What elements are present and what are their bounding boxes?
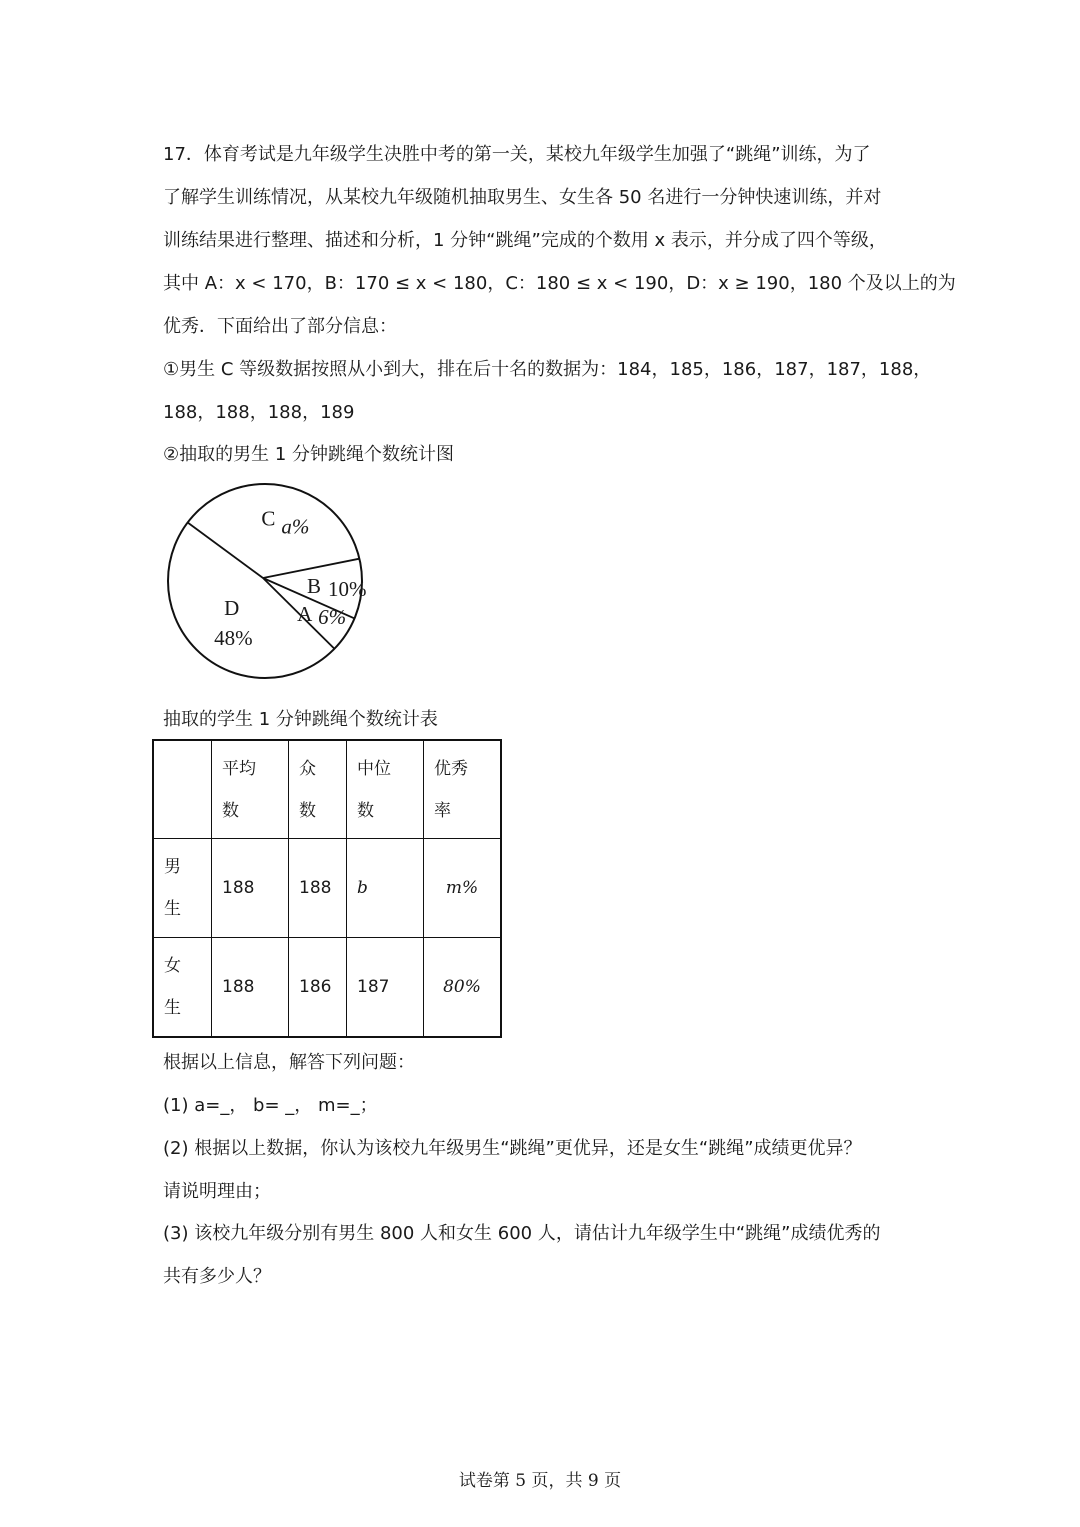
pie-slice-label-c: C [261,506,276,531]
row-label-boys [153,839,212,938]
table-header-row [153,740,501,839]
pie-chart [160,483,370,683]
boys-excellent-rate: m% [424,839,502,938]
question-2-line-1: (2) 根据以上数据，你认为该校九年级男生“跳绳”更优异，还是女生“跳绳”成绩更优异？ [163,1138,862,1159]
row-label-girls [153,938,212,1038]
pie-slice-label-a: A [297,602,313,627]
question-3-line-1: (3) 该校九年级分别有男生 800 人和女生 600 人，请估计九年级学生中“跳绳”成绩优秀的 [163,1223,881,1244]
header-mode-line-1: 众 [299,758,316,779]
table-caption: 抽取的学生 1 分钟跳绳个数统计表 [163,709,438,730]
pie-slice-label-d: D [224,596,240,621]
row-label-boys-line-1: 男 [164,857,181,877]
problem-intro-line-3: 训练结果进行整理、描述和分析，1 分钟“跳绳”完成的个数用 x 表示，并分成了四个等级， [163,230,887,251]
header-rate-line-1: 优秀 [434,758,468,779]
pie-slice-value-d: 48% [214,626,253,651]
pie-chart-title: ②抽取的男生 1 分钟跳绳个数统计图 [163,444,455,465]
header-mode [289,740,347,839]
pie-slice-label-b: B [306,573,321,598]
boys-mode: 188 [289,839,347,938]
page-footer: 试卷第 5 页，共 9 页 [458,1471,622,1491]
question-2-line-2: 请说明理由； [163,1181,271,1202]
boys-median: b [347,839,424,938]
row-label-girls-line-1: 女 [164,956,181,976]
row-label-boys-line-2: 生 [164,899,181,919]
question-1: (1) a=_， b= _， m=_； [163,1095,378,1116]
question-3-line-2: 共有多少人？ [163,1266,271,1287]
header-mean-line-2: 数 [222,800,239,821]
problem-intro-line-1: 17．体育考试是九年级学生决胜中考的第一关，某校九年级学生加强了“跳绳”训练，为了 [163,144,871,165]
problem-intro-line-5: 优秀．下面给出了部分信息： [163,316,397,337]
row-label-girls-line-2: 生 [164,998,181,1018]
header-median-line-1: 中位 [357,758,391,779]
header-median-line-2: 数 [357,800,374,821]
girls-mean: 188 [212,938,289,1038]
pie-boundary-4 [188,522,263,578]
header-excellent-rate [424,740,502,839]
header-mean-line-1: 平均 [222,758,256,779]
header-mean [212,740,289,839]
header-rate-line-2: 率 [434,800,451,821]
problem-intro-line-2: 了解学生训练情况，从某校九年级随机抽取男生、女生各 50 名进行一分钟快速训练，并对 [163,187,882,208]
problem-intro-line-4: 其中 A：x < 170，B：170 ≤ x < 180，C：180 ≤ x < 190，D：x ≥ 190，180 个及以上的为 [163,273,956,294]
girls-mode: 186 [289,938,347,1038]
questions-lead: 根据以上信息，解答下列问题： [163,1052,415,1073]
header-median [347,740,424,839]
girls-median: 187 [347,938,424,1038]
girls-excellent-rate: 80% [424,938,502,1038]
table-corner-cell [153,740,212,839]
boys-mean: 188 [212,839,289,938]
stats-table [152,739,502,1038]
info-1-line-2: 188，188，188，189 [163,402,355,423]
header-mode-line-2: 数 [299,800,316,821]
table-row-girls [153,938,501,1038]
info-1-line-1: ①男生 C 等级数据按照从小到大，排在后十名的数据为：184，185，186，187，187，188， [163,359,932,380]
pie-slice-value-c: a% [281,514,310,539]
table-row-boys [153,839,501,938]
pie-slice-value-b: 10% [327,576,367,601]
pie-slice-value-a: 6% [318,605,347,630]
